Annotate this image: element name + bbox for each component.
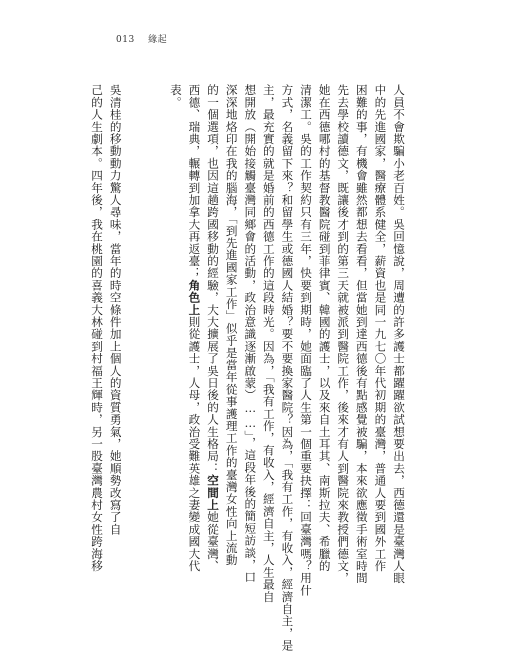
text-column: 中的先進國家，醫療體系健全，薪資也是同一九七〇年代初期的臺灣，普通人要到國外工作	[373, 84, 388, 572]
text-column: 想開放（開始接觸臺灣同鄉會的活動，政治意識逐漸啟蒙）……」，這段年後的簡短訪談，口	[243, 84, 258, 584]
text-column-emphasis: 西德、瑞典，輾轉到加拿大再返臺；角色上則從護士，人母，政治受難英雄之妻變成國大代	[187, 84, 202, 573]
chapter-title: 緣起	[148, 35, 168, 45]
text-column: 她在西德哪村的基督教醫院碰到菲律賓、韓國的護士，以及來自土耳其、南斯拉夫、希臘的	[317, 84, 332, 572]
text-column: 人員不會欺騙小老百姓。吳回憶說，周遭的許多護士都躍躍欲試想要出去，西德還是臺灣人眼	[392, 84, 406, 585]
text-column: 方式，名義留下來？和留學生或德國人結婚？要不要換家醫院？因為，「我有工作，有收入，經濟自主，是	[280, 84, 295, 652]
text-column: 先去學校讀德文，既讓後才到的第三天就被派到醫院工作，後來才有人到醫院來教授們德文，	[336, 84, 351, 585]
page-number: 013	[116, 35, 135, 45]
text-column: 困難的事，有機會雖然都想去看看，但當她到達西德後有點感覺被騙，本來欲應徵手術室時間	[354, 84, 369, 585]
paragraph-break	[148, 84, 167, 424]
text-column: 主，最充實的就是婚前的西德工作的這段時光。因為，「我有工作，有收入，經濟自主，人生最自	[261, 84, 276, 603]
text-column: 吳清桂的移動動力驚人尋味，當年的時空條件加上個人的資質勇氣，她順勢改寫了自	[108, 84, 123, 536]
text-column: 己的人生劇本。四年後，我在桃園的喜義大林碰到村福王輝時，另一股臺灣農村女性跨海移	[90, 84, 105, 572]
text-column: 深深地烙印在我的腦海，「到先進國家工作」似乎是當年從事護理工作的臺灣女性向上流動	[224, 84, 239, 567]
text-column: 表。	[168, 84, 183, 109]
body-text	[88, 84, 409, 652]
text-column: 的一個選項，也因這趟跨國移動的經驗，大大擴展了吳日後的人生格局：空間上她從臺灣、	[206, 84, 221, 573]
running-header	[116, 32, 167, 45]
text-column: 清潔工。吳的工作契約只有三年，快要到期時，她面臨了人生第一個重要抉擇：回臺灣嗎？用什	[299, 84, 314, 597]
